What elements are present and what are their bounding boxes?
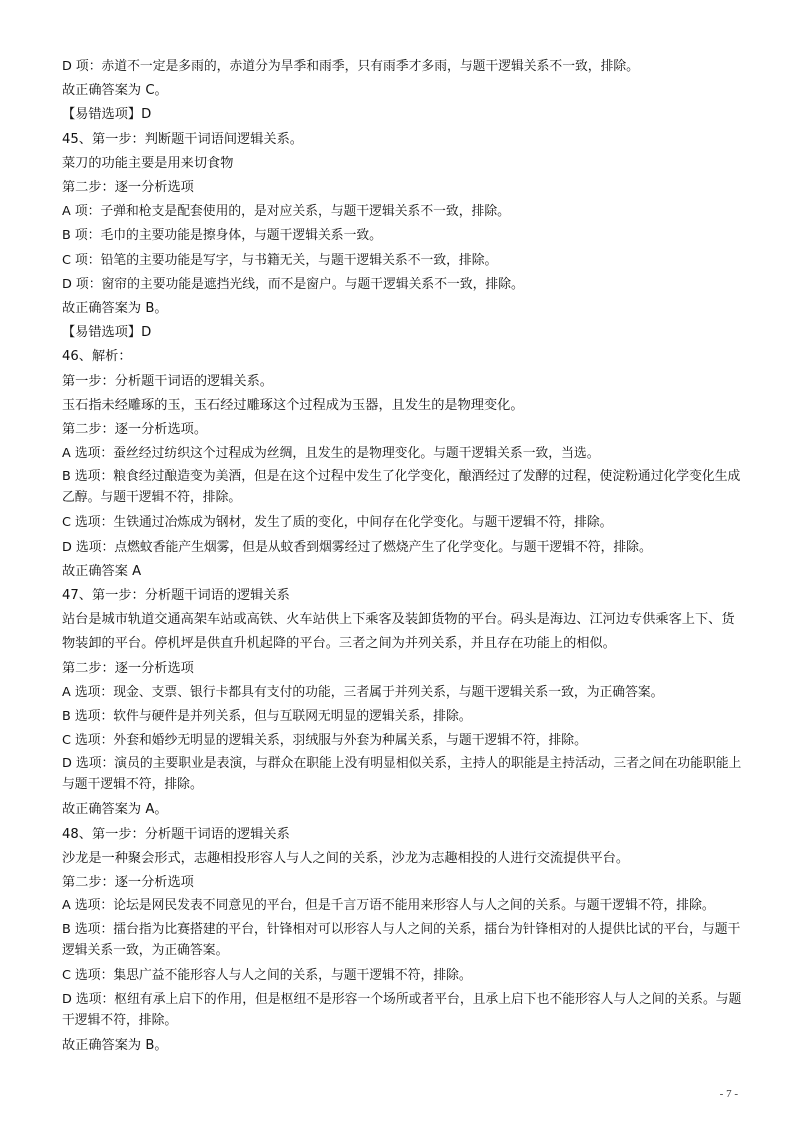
text-line: 沙龙是一种聚会形式，志趣相投形容人与人之间的关系，沙龙为志趣相投的人进行交流提供平台。	[62, 850, 630, 866]
text-line: 45、第一步：判断题干词语间逻辑关系。	[62, 131, 303, 147]
text-line: 故正确答案为 B。	[62, 301, 168, 317]
text-line: 菜刀的功能主要是用来切食物	[62, 155, 234, 171]
text-line: C 选项：生铁通过冶炼成为钢材，发生了质的变化，中间存在化学变化。与题干逻辑不符，排除。	[62, 515, 613, 531]
text-line: 玉石指未经雕琢的玉，玉石经过雕琢这个过程成为玉器，且发生的是物理变化。	[62, 397, 524, 413]
text-line: 第二步：逐一分析选项	[62, 875, 194, 891]
text-line: 47、第一步：分析题干词语的逻辑关系	[62, 588, 290, 604]
text-line: 【易错选项】D	[62, 107, 152, 123]
text-line: 【易错选项】D	[62, 325, 152, 341]
text-line: A 选项：论坛是网民发表不同意见的平台，但是千言万语不能用来形容人与人之间的关系。与题干逻辑不符，排除。	[62, 898, 715, 914]
text-line: 站台是城市轨道交通高架车站或高铁、火车站供上下乘客及装卸货物的平台。码头是海边、江河边专供乘客上下、货物装卸的平台。停机坪是供直升机起降的平台。三者之间为并列关系，并且存在功能上的相似。	[62, 612, 735, 652]
text-line: 故正确答案 A	[62, 563, 142, 579]
text-line: 故正确答案为 A。	[62, 802, 168, 818]
text-line: A 项：子弹和枪支是配套使用的，是对应关系，与题干逻辑关系不一致，排除。	[62, 204, 510, 220]
text-line: C 选项：集思广益不能形容人与人之间的关系，与题干逻辑不符，排除。	[62, 968, 472, 984]
text-line: D 项：赤道不一定是多雨的，赤道分为旱季和雨季，只有雨季才多雨，与题干逻辑关系不一致，排除。	[62, 59, 639, 74]
text-line: 第二步：逐一分析选项。	[62, 422, 208, 438]
text-line: 故正确答案为 B。	[62, 1037, 168, 1053]
text-line: B 选项：软件与硬件是并列关系，但与互联网无明显的逻辑关系，排除。	[62, 709, 472, 725]
text-line: 46、解析：	[62, 349, 132, 365]
text-line: 故正确答案为 C。	[62, 83, 168, 99]
text-line: D 项：窗帘的主要功能是遮挡光线，而不是窗户。与题干逻辑关系不一致，排除。	[62, 276, 524, 292]
text-line: A 选项：蚕丝经过纺织这个过程成为丝绸，且发生的是物理变化。与题干逻辑关系一致，当选。	[62, 446, 600, 462]
text-line: D 选项：点燃蚊香能产生烟雾，但是从蚊香到烟雾经过了燃烧产生了化学变化。与题干逻辑不符，排除。	[62, 539, 652, 555]
text-line: B 选项：擂台指为比赛搭建的平台，针锋相对可以形容人与人之间的关系，擂台为针锋相对的人提供比试的平台，与题干逻辑关系一致，为正确答案。	[62, 922, 741, 959]
text-line: B 选项：粮食经过酿造变为美酒，但是在这个过程中发生了化学变化，酿酒经过了发酵的过程，使淀粉通过化学变化生成乙醇。与题干逻辑不符，排除。	[62, 469, 741, 506]
text-line: 第二步：逐一分析选项	[62, 660, 194, 676]
text-line: B 项：毛巾的主要功能是擦身体，与题干逻辑关系一致。	[62, 228, 382, 244]
document-body	[62, 55, 742, 1058]
text-line: D 选项：演员的主要职业是表演，与群众在职能上没有明显相似关系，主持人的职能是主持活动，三者之间在功能职能上与题干逻辑不符，排除。	[62, 756, 742, 793]
text-line: A 选项：现金、支票、银行卡都具有支付的功能，三者属于并列关系，与题干逻辑关系一致，为正确答案。	[62, 684, 664, 700]
text-line: C 选项：外套和婚纱无明显的逻辑关系，羽绒服与外套为种属关系，与题干逻辑不符，排除。	[62, 733, 587, 749]
text-line: 48、第一步：分析题干词语的逻辑关系	[62, 826, 290, 842]
text-line: D 选项：枢纽有承上启下的作用，但是枢纽不是形容一个场所或者平台，且承上启下也不能形容人与人之间的关系。与题干逻辑不符，排除。	[62, 991, 742, 1028]
page-number: - 7 -	[719, 1088, 738, 1100]
text-line: 第二步：逐一分析选项	[62, 180, 194, 196]
text-line: C 项：铅笔的主要功能是写字，与书籍无关，与题干逻辑关系不一致，排除。	[62, 252, 498, 268]
text-line: 第一步：分析题干词语的逻辑关系。	[62, 373, 273, 389]
